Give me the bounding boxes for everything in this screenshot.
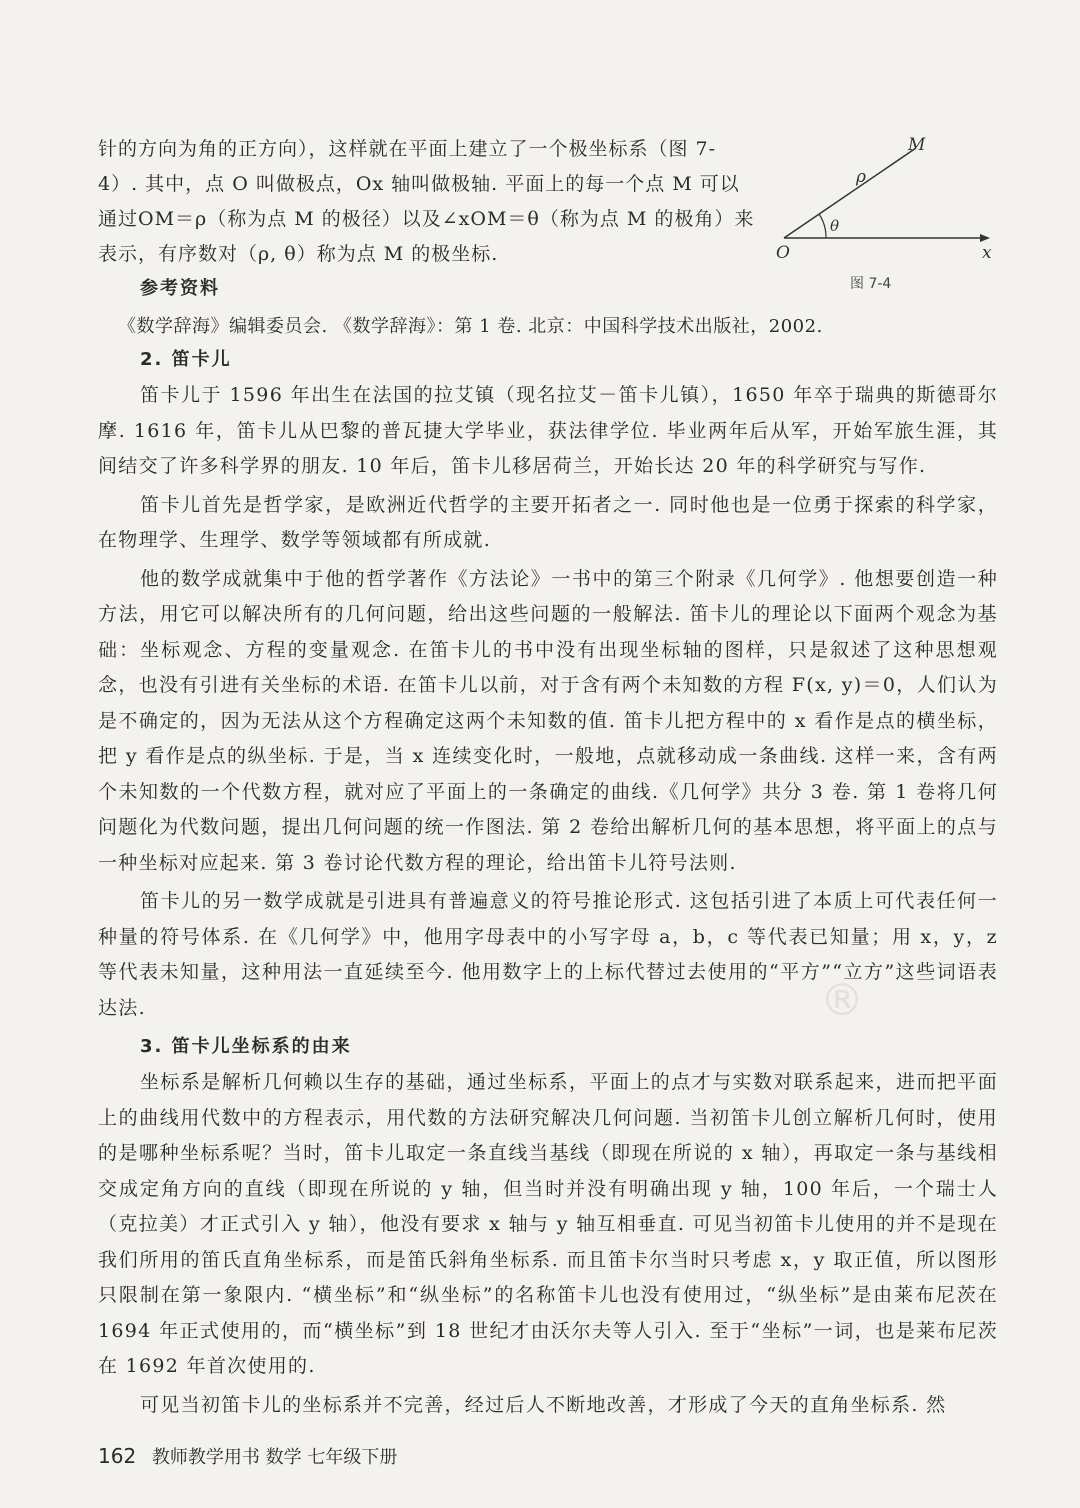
rho-label: ρ <box>856 167 866 187</box>
paragraph: 笛卡儿的另一数学成就是引进具有普遍意义的符号推论形式. 这包括引进了本质上可代表任何一种量的符号体系. 在《几何学》中，他用字母表中的小写字母 a，b，c 等代表已知量；用 x，y，z 等代表未知量，这种用法一直延续至今. 他用数字上的上标代替过去使用的“平方”“立方”这些词语表达法. <box>98 890 998 1019</box>
paragraph: 坐标系是解析几何赖以生存的基础，通过坐标系，平面上的点才与实数对联系起来，进而把平面上的曲线用代数中的方程表示，用代数的方法研究解决几何问题. 当初笛卡儿创立解析几何时，使用的是哪种坐标系呢？当时，笛卡儿取定一条直线当基线（即现在所说的 x 轴），再取定一条与基线相交成定角方向的直线（即现在所说的 y 轴，但当时并没有明确出现 y 轴，100 年后，一个瑞士人（克拉美）才正式引入 y 轴），他没有要求 x 轴与 y 轴互相垂直. 可见当初笛卡儿使用的并不是现在我们所用的笛氏直角坐标系，而是笛氏斜角坐标系. 而且笛卡尔当时只考虑 x，y 取正值，所以图形只限制在第一象限内. “横坐标”和“纵坐标”的名称笛卡儿也没有使用过，“纵坐标”是由莱布尼茨在 1694 年正式使用的，而“横坐标”到 18 世纪才由沃尔夫等人引入. 至于“坐标”一词，也是莱布尼茨在 1692 年首次使用的. <box>98 1071 998 1377</box>
intro-line: 针的方向为角的正方向），这样就在平面上建立了一个极坐标系（图 7- <box>98 138 717 160</box>
references-heading: 参考资料 <box>140 278 220 299</box>
pole-o-label: O <box>776 243 790 263</box>
figure-caption: 图 7-4 <box>850 276 892 292</box>
page-footer <box>98 1443 397 1469</box>
book-title: 教师教学用书 数学 七年级下册 <box>151 1447 398 1468</box>
reference-entry: 《数学辞海》编辑委员会. 《数学辞海》：第 1 卷. 北京：中国科学技术出版社，2002. <box>118 316 823 337</box>
paragraph: 笛卡儿首先是哲学家，是欧洲近代哲学的主要开拓者之一. 同时他也是一位勇于探索的科学家，在物理学、生理学、数学等领域都有所成就. <box>98 493 998 551</box>
polar-coordinate-figure <box>770 130 1000 300</box>
page-number: 162 <box>98 1444 137 1468</box>
intro-paragraph <box>98 132 758 272</box>
angle-arc <box>819 214 826 238</box>
registered-mark: ® <box>820 975 864 1026</box>
intro-line: 表示，有序数对（ρ, θ）称为点 M 的极坐标. <box>98 243 499 265</box>
paragraph: 可见当初笛卡儿的坐标系并不完善，经过后人不断地改善，才形成了今天的直角坐标系. 然 <box>140 1393 947 1416</box>
axis-arrowhead <box>980 234 990 242</box>
paragraph: 他的数学成就集中于他的哲学著作《方法论》一书中的第三个附录《几何学》. 他想要创造一种方法，用它可以解决所有的几何问题，给出这些问题的一般解法. 笛卡儿的理论以下面两个观念为基础：坐标观念、方程的变量观念. 在笛卡儿的书中没有出现坐标轴的图样，只是叙述了这种思想观念，也没有引进有关坐标的术语. 在笛卡儿以前，对于含有两个未知数的方程 F(x, y)＝0，人们认为是不确定的，因为无法从这个方程确定这两个未知数的值. 笛卡儿把方程中的 x 看作是点的横坐标，把 y 看作是点的纵坐标. 于是，当 x 连续变化时，一般地，点就移动成一条曲线. 这样一来，含有两个未知数的一个代数方程，就对应了平面上的一条确定的曲线.《几何学》共分 3 卷. 第 1 卷将几何问题化为代数问题，提出几何问题的统一作图法. 第 2 卷给出解析几何的基本思想，将平面上的点与一种坐标对应起来. 第 3 卷讨论代数方程的理论，给出笛卡儿符号法则. <box>98 567 998 874</box>
paragraph: 笛卡儿于 1596 年出生在法国的拉艾镇（现名拉艾－笛卡儿镇），1650 年卒于瑞典的斯德哥尔摩. 1616 年，笛卡儿从巴黎的普瓦捷大学毕业，获法律学位. 毕业两年后从军，开始军旅生涯，其间结交了许多科学界的朋友. 10 年后，笛卡儿移居荷兰，开始长达 20 年的科学研究与写作. <box>98 384 998 477</box>
section-heading-origin: 3. 笛卡儿坐标系的由来 <box>140 1036 352 1057</box>
x-axis-label: x <box>982 243 992 263</box>
main-content <box>98 342 998 1426</box>
intro-line: 4）. 其中，点 O 叫做极点，Ox 轴叫做极轴. 平面上的每一个点 M 可以 <box>98 173 740 195</box>
section-heading-descartes: 2. 笛卡儿 <box>140 349 232 370</box>
intro-line: 通过OM＝ρ（称为点 M 的极径）以及∠xOM＝θ（称为点 M 的极角）来 <box>98 208 755 230</box>
theta-label: θ <box>830 217 840 235</box>
polar-diagram <box>770 130 1000 270</box>
point-m-label: M <box>908 135 926 155</box>
radius-line <box>784 148 916 238</box>
